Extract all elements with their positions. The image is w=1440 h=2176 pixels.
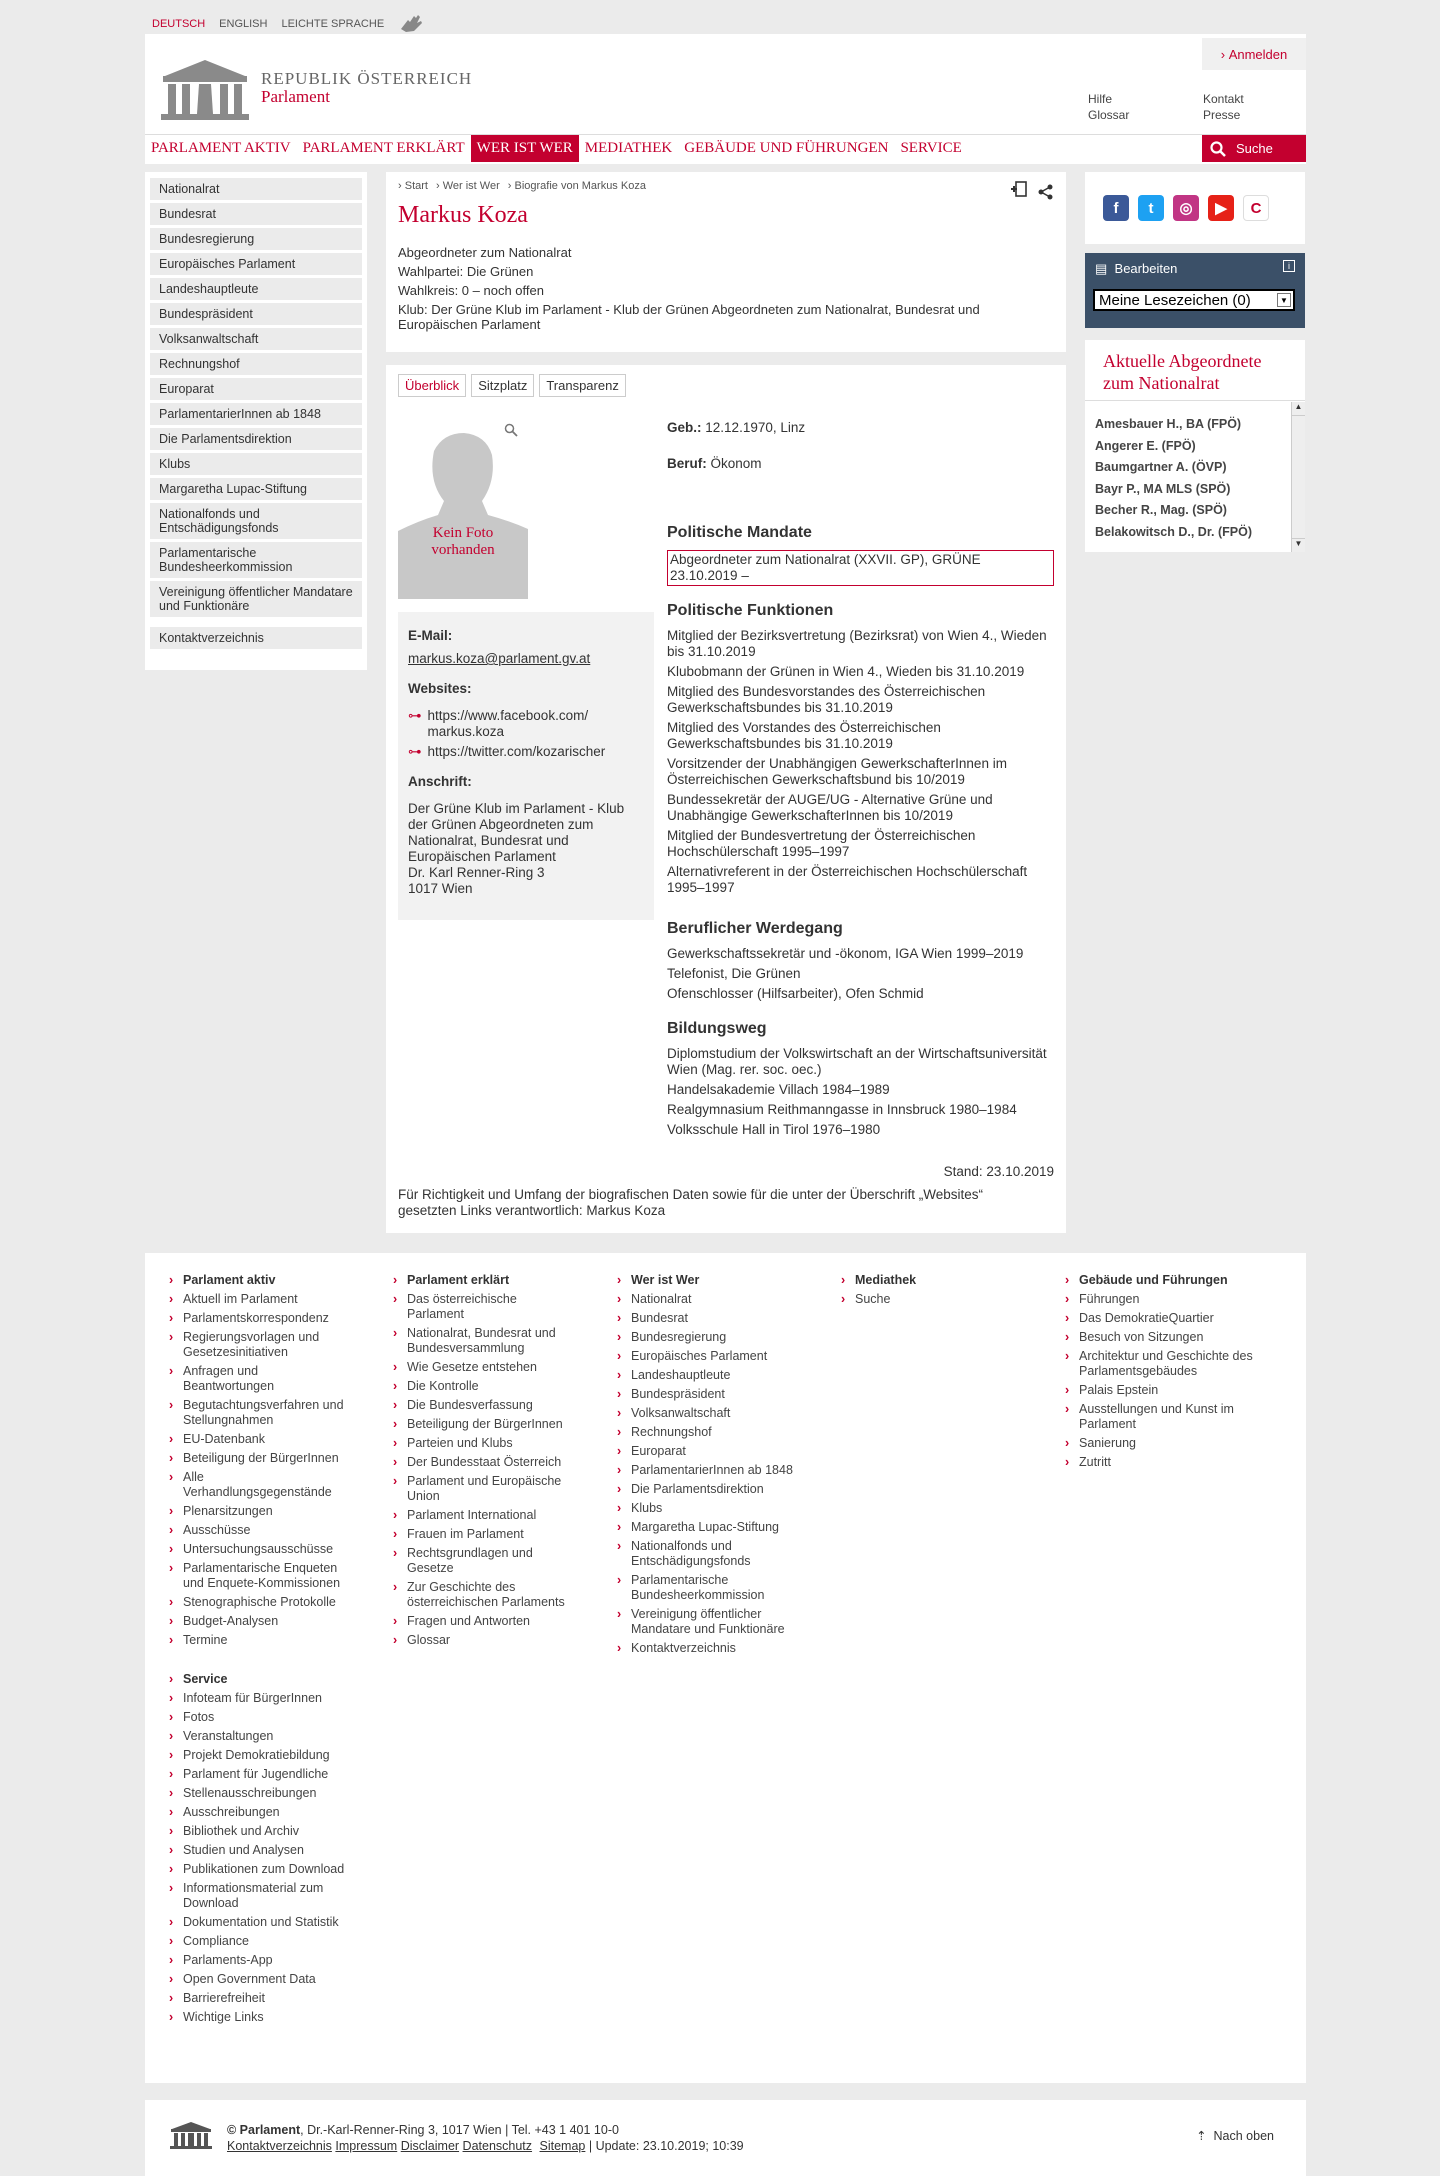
footer-heading[interactable]: › Mediathek: [841, 1273, 1021, 1287]
parliament-logo-small-icon: [169, 2120, 213, 2150]
footer-link[interactable]: › Ausschüsse: [169, 1523, 349, 1538]
footer-link[interactable]: › Frauen im Parlament: [393, 1527, 573, 1542]
function-item: Alternativreferent in der Österreichischen Hochschülerschaft 1995–1997: [667, 864, 1028, 895]
footer-link[interactable]: › Klubs: [617, 1501, 797, 1516]
bookmark-add-icon[interactable]: [1010, 180, 1028, 198]
parliament-logo[interactable]: [159, 56, 472, 120]
education-item: Diplomstudium der Volkswirtschaft an der Wirtschaftsuniversität Wien (Mag. rer. soc. oec.): [667, 1046, 1047, 1077]
nav-service[interactable]: SERVICE: [900, 139, 962, 156]
contact-link[interactable]: Kontakt: [1203, 92, 1244, 106]
sidebar-item-lupac-stiftung[interactable]: Margaretha Lupac-Stiftung: [150, 478, 362, 500]
bottom-link-impressum[interactable]: Impressum: [335, 2139, 398, 2153]
footer-link[interactable]: › Nationalrat: [617, 1292, 797, 1307]
footer-link[interactable]: › Stellenausschreibungen: [169, 1786, 349, 1801]
footer-link[interactable]: › Alle Verhandlungsgegenstände: [169, 1470, 349, 1500]
footer-heading[interactable]: › Parlament aktiv: [169, 1273, 349, 1287]
footer-col-mediathek: [841, 1273, 1021, 1311]
nav-wer-ist-wer[interactable]: WER IST WER: [471, 135, 579, 162]
sidebar-nav: [145, 172, 367, 670]
footer-heading[interactable]: › Service: [169, 1672, 349, 1686]
no-photo-placeholder: [398, 411, 528, 599]
footer-link[interactable]: › Rechtsgrundlagen und Gesetze: [393, 1546, 573, 1576]
email-heading: E-Mail:: [408, 628, 453, 643]
info-icon[interactable]: i: [1283, 260, 1295, 272]
footer-col-parlament-aktiv: [169, 1273, 349, 2029]
footer-link[interactable]: › Suche: [841, 1292, 1021, 1307]
nav-parlament-aktiv[interactable]: PARLAMENT AKTIV: [151, 139, 291, 156]
footer-link[interactable]: › Bundesregierung: [617, 1330, 797, 1345]
press-link[interactable]: Presse: [1203, 108, 1241, 122]
help-link[interactable]: Hilfe: [1088, 92, 1113, 106]
footer-link[interactable]: › Besuch von Sitzungen: [1065, 1330, 1265, 1345]
mandates-heading: Politische Mandate: [667, 524, 812, 541]
footer-link[interactable]: › Palais Epstein: [1065, 1383, 1265, 1398]
function-item: Bundessekretär der AUGE/UG - Alternative Grüne und Unabhängige GewerkschafterInnen bis 10/2019: [667, 792, 993, 823]
sidebar-item-rechnungshof[interactable]: Rechnungshof: [150, 353, 362, 375]
bookmarks-panel: [1085, 253, 1305, 328]
website-twitter[interactable]: ⊶ https://twitter.com/kozarischer: [408, 744, 606, 759]
sign-language-icon[interactable]: [398, 14, 424, 34]
flickr-icon[interactable]: C: [1243, 195, 1269, 221]
sidebar-item-bundesrat[interactable]: Bundesrat: [150, 203, 362, 225]
address-heading: Anschrift:: [408, 774, 472, 789]
zoom-icon[interactable]: [504, 423, 518, 437]
person-silhouette-icon: [398, 411, 528, 599]
footer-col-parlament-erklaert: [393, 1273, 573, 1652]
lang-leichte-sprache[interactable]: LEICHTE SPRACHE: [281, 18, 385, 30]
person-district: Wahlkreis: 0 – noch offen: [398, 283, 544, 298]
breadcrumb: [398, 180, 1054, 192]
main-navigation: [145, 134, 1306, 161]
footer-link[interactable]: › Beteiligung der BürgerInnen: [169, 1451, 349, 1466]
education-heading: Bildungsweg: [667, 1020, 767, 1037]
site-footer: [145, 1253, 1306, 2083]
footer-link[interactable]: › Regierungsvorlagen und Gesetzesinitiativen: [169, 1330, 349, 1360]
sidebar-item-bundespraesident[interactable]: Bundespräsident: [150, 303, 362, 325]
edit-label[interactable]: Bearbeiten: [1114, 261, 1178, 276]
bookmarks-select[interactable]: Meine Lesezeichen (0) ▼: [1093, 289, 1295, 311]
function-item: Mitglied der Bezirksvertretung (Bezirksrat) von Wien 4., Wieden bis 31.10.2019: [667, 628, 1047, 659]
footer-link[interactable]: › Aktuell im Parlament: [169, 1292, 349, 1307]
footer-link[interactable]: › Europarat: [617, 1444, 797, 1459]
breadcrumb-current: › Biografie von Markus Koza: [507, 180, 646, 192]
career-item: Gewerkschaftssekretär und -ökonom, IGA Wien 1999–2019: [667, 946, 1024, 961]
footer-link[interactable]: › Die Bundesverfassung: [393, 1398, 573, 1413]
footer-link[interactable]: › Parlamentarische Bundesheerkommission: [617, 1573, 797, 1603]
person-club: Klub: Der Grüne Klub im Parlament - Klub der Grünen Abgeordneten zum Nationalrat, Bundesrat und Europäischen Parlament: [398, 302, 980, 332]
sidebar-item-kontaktverzeichnis[interactable]: Kontaktverzeichnis: [150, 627, 362, 649]
footer-link[interactable]: › Studien und Analysen: [169, 1843, 349, 1858]
address-line-3: 1017 Wien: [408, 881, 473, 896]
nav-mediathek[interactable]: MEDIATHEK: [584, 139, 673, 156]
footer-link[interactable]: › EU-Datenbank: [169, 1432, 349, 1447]
site-header: [145, 34, 1306, 164]
footer-link[interactable]: › Ausschreibungen: [169, 1805, 349, 1820]
logo-subtitle: Parlament: [261, 87, 330, 106]
footer-link[interactable]: › Europäisches Parlament: [617, 1349, 797, 1364]
bottom-link-disclaimer[interactable]: Disclaimer: [400, 2139, 460, 2153]
sidebar-item-klubs[interactable]: Klubs: [150, 453, 362, 475]
career-heading: Beruflicher Werdegang: [667, 920, 843, 937]
footer-link[interactable]: › Der Bundesstaat Österreich: [393, 1455, 573, 1470]
member-item[interactable]: Angerer E. (FPÖ): [1095, 438, 1196, 453]
contact-box: [398, 612, 654, 920]
footer-link[interactable]: › Parlament International: [393, 1508, 573, 1523]
address-line-1: Der Grüne Klub im Parlament - Klub der Grünen Abgeordneten zum Nationalrat, Bundesrat und Europäischen Parlament: [408, 801, 625, 864]
footer-link[interactable]: › Untersuchungsausschüsse: [169, 1542, 349, 1557]
bottom-link-kontakt[interactable]: Kontaktverzeichnis: [227, 2139, 332, 2153]
footer-heading[interactable]: › Gebäude und Führungen: [1065, 1273, 1265, 1287]
back-to-top-link[interactable]: ⇡ Nach oben: [1196, 2129, 1274, 2143]
logo-title: REPUBLIK ÖSTERREICH: [261, 69, 473, 88]
tab-transparenz[interactable]: Transparenz: [539, 374, 626, 397]
footer-link[interactable]: › Plenarsitzungen: [169, 1504, 349, 1519]
footer-link[interactable]: › Parlament für Jugendliche: [169, 1767, 349, 1782]
bookmark-icon: ▤: [1095, 261, 1108, 276]
footer-link[interactable]: › Zur Geschichte des österreichischen Parlaments: [393, 1580, 573, 1610]
sidebar-item-nationalfonds[interactable]: Nationalfonds und Entschädigungsfonds: [150, 503, 362, 539]
footer-link[interactable]: › Compliance: [169, 1934, 349, 1949]
external-link-icon: ⊶: [408, 744, 422, 759]
sidebar-item-landeshauptleute[interactable]: Landeshauptleute: [150, 278, 362, 300]
sidebar-item-bundesregierung[interactable]: Bundesregierung: [150, 228, 362, 250]
member-item[interactable]: Baumgartner A. (ÖVP): [1095, 460, 1227, 474]
sidebar-item-parlamentsdirektion[interactable]: Die Parlamentsdirektion: [150, 428, 362, 450]
bottom-links: [227, 2138, 744, 2154]
footer-link[interactable]: › Parlamentskorrespondenz: [169, 1311, 349, 1326]
career-section: [667, 920, 1067, 1006]
function-item: Vorsitzender der Unabhängigen GewerkschafterInnen im Österreichischen Gewerkschaftsbund bis 10/2019: [667, 756, 1007, 787]
facebook-icon[interactable]: f: [1103, 195, 1129, 221]
sidebar-item-europarat[interactable]: Europarat: [150, 378, 362, 400]
nav-parlament-erklaert[interactable]: PARLAMENT ERKLÄRT: [302, 139, 465, 156]
sidebar-item-mandatare[interactable]: Vereinigung öffentlicher Mandatare und Funktionäre: [150, 581, 362, 617]
person-role: Abgeordneter zum Nationalrat: [398, 245, 572, 260]
lang-english[interactable]: ENGLISH: [219, 18, 268, 30]
lang-deutsch[interactable]: DEUTSCH: [152, 18, 206, 30]
footer-link[interactable]: › Bibliothek und Archiv: [169, 1824, 349, 1839]
page-title: Markus Koza: [398, 202, 528, 228]
career-item: Ofenschlosser (Hilfsarbeiter), Ofen Schmid: [667, 986, 924, 1001]
footer-col-gebaeude: [1065, 1273, 1265, 1474]
tab-ueberblick[interactable]: Überblick: [398, 374, 466, 397]
footer-link[interactable]: › Termine: [169, 1633, 349, 1648]
footer-link[interactable]: › Fragen und Antworten: [393, 1614, 573, 1629]
disclaimer-text: Für Richtigkeit und Umfang der biografischen Daten sowie für die unter der Überschrift „Websites“ gesetzten Links verantwortlich: Markus Koza: [398, 1187, 984, 1218]
footer-link[interactable]: › Wie Gesetze entstehen: [393, 1360, 573, 1375]
footer-link[interactable]: › Informationsmaterial zum Download: [169, 1881, 349, 1911]
sidebar-item-bundesheerkommission[interactable]: Parlamentarische Bundesheerkommission: [150, 542, 362, 578]
sidebar-item-eu-parlament[interactable]: Europäisches Parlament: [150, 253, 362, 275]
footer-link[interactable]: › Margaretha Lupac-Stiftung: [617, 1520, 797, 1535]
current-members-title: Aktuelle Abgeordnete zum Nationalrat: [1085, 340, 1305, 401]
footer-link[interactable]: › Budget-Analysen: [169, 1614, 349, 1629]
scroll-down-icon[interactable]: ▼: [1292, 538, 1305, 552]
footer-heading[interactable]: › Parlament erklärt: [393, 1273, 573, 1287]
education-item: Realgymnasium Reithmanngasse in Innsbruck 1980–1984: [667, 1102, 1017, 1117]
education-item: Handelsakademie Villach 1984–1989: [667, 1082, 890, 1097]
footer-link[interactable]: › Zutritt: [1065, 1455, 1265, 1470]
footer-link[interactable]: › Volksanwaltschaft: [617, 1406, 797, 1421]
search-button[interactable]: Suche: [1202, 135, 1306, 162]
member-item[interactable]: Bayr P., MA MLS (SPÖ): [1095, 481, 1231, 496]
contact-links: [1203, 91, 1244, 123]
footer-link[interactable]: › Nationalrat, Bundesrat und Bundesversammlung: [393, 1326, 573, 1356]
function-item: Mitglied des Vorstandes des Österreichischen Gewerkschaftsbundes bis 31.10.2019: [667, 720, 941, 751]
share-icon[interactable]: [1038, 184, 1054, 200]
current-members-panel: [1085, 340, 1305, 552]
mandate-item: Abgeordneter zum Nationalrat (XXVII. GP), GRÜNE 23.10.2019 –: [667, 550, 1054, 586]
scroll-up-icon[interactable]: ▲: [1292, 402, 1305, 416]
stand-date: Stand: 23.10.2019: [943, 1164, 1054, 1179]
social-bar: [1085, 172, 1305, 244]
footer-link[interactable]: › Die Kontrolle: [393, 1379, 573, 1394]
footer-link[interactable]: › Die Parlamentsdirektion: [617, 1482, 797, 1497]
footer-link[interactable]: › Dokumentation und Statistik: [169, 1915, 349, 1930]
search-icon: [1210, 141, 1226, 157]
education-section: [667, 1020, 1067, 1142]
career-item: Telefonist, Die Grünen: [667, 966, 801, 981]
tab-sitzplatz[interactable]: Sitzplatz: [471, 374, 534, 397]
tab-bar: [398, 374, 626, 397]
no-photo-text: Kein Foto vorhanden: [431, 525, 495, 558]
address-line-2: Dr. Karl Renner-Ring 3: [408, 865, 545, 880]
education-item: Volksschule Hall in Tirol 1976–1980: [667, 1122, 881, 1137]
footer-link[interactable]: › Parlament und Europäische Union: [393, 1474, 573, 1504]
function-item: Klubobmann der Grünen in Wien 4., Wieden bis 31.10.2019: [667, 664, 1025, 679]
language-bar: [152, 14, 424, 34]
help-links: [1088, 91, 1129, 123]
bottom-link-sitemap[interactable]: Sitemap: [539, 2139, 586, 2153]
footer-link[interactable]: › Glossar: [393, 1633, 573, 1648]
footer-link[interactable]: › Veranstaltungen: [169, 1729, 349, 1744]
youtube-icon[interactable]: ▶: [1208, 195, 1234, 221]
footer-link[interactable]: › Bundesrat: [617, 1311, 797, 1326]
footer-link[interactable]: › Infoteam für BürgerInnen: [169, 1691, 349, 1706]
footer-link[interactable]: › Projekt Demokratiebildung: [169, 1748, 349, 1763]
member-item[interactable]: Amesbauer H., BA (FPÖ): [1095, 417, 1242, 431]
footer-link[interactable]: › Publikationen zum Download: [169, 1862, 349, 1877]
copyright-line: © Parlament, Dr.-Karl-Renner-Ring 3, 1017 Wien | Tel. +43 1 401 10-0: [227, 2123, 619, 2137]
footer-link[interactable]: › Das DemokratieQuartier: [1065, 1311, 1265, 1326]
footer-link[interactable]: › Begutachtungsverfahren und Stellungnahmen: [169, 1398, 349, 1428]
footer-link[interactable]: › Kontaktverzeichnis: [617, 1641, 797, 1656]
current-members-list: [1095, 414, 1252, 543]
bottom-link-datenschutz[interactable]: Datenschutz: [462, 2139, 533, 2153]
update-date: | Update: 23.10.2019; 10:39: [588, 2139, 744, 2153]
functions-heading: Politische Funktionen: [667, 602, 834, 619]
footer-link[interactable]: › Führungen: [1065, 1292, 1265, 1307]
footer-link[interactable]: › Vereinigung öffentlicher Mandatare und Funktionäre: [617, 1607, 797, 1637]
instagram-icon[interactable]: ◎: [1173, 195, 1199, 221]
footer-link[interactable]: › Parteien und Klubs: [393, 1436, 573, 1451]
footer-link[interactable]: › Bundespräsident: [617, 1387, 797, 1402]
nav-gebaeude[interactable]: GEBÄUDE UND FÜHRUNGEN: [684, 139, 889, 156]
footer-link[interactable]: › Anfragen und Beantwortungen: [169, 1364, 349, 1394]
mandates-section: [667, 524, 1067, 590]
footer-link[interactable]: › Stenographische Protokolle: [169, 1595, 349, 1610]
footer-link[interactable]: › Barrierefreiheit: [169, 1991, 349, 2006]
member-list-scrollbar[interactable]: [1291, 402, 1305, 552]
footer-heading[interactable]: › Wer ist Wer: [617, 1273, 797, 1287]
glossary-link[interactable]: Glossar: [1088, 108, 1130, 122]
birth-value: 12.12.1970, Linz: [705, 420, 806, 435]
login-button[interactable]: › Anmelden: [1202, 38, 1306, 70]
breadcrumb-start[interactable]: › Start: [398, 180, 428, 192]
person-party: Wahlpartei: Die Grünen: [398, 264, 534, 279]
footer-link[interactable]: › Das österreichische Parlament: [393, 1292, 573, 1322]
footer-link[interactable]: › ParlamentarierInnen ab 1848: [617, 1463, 797, 1478]
website-facebook[interactable]: ⊶ https://www.facebook.com/ markus.koza: [408, 708, 589, 739]
websites-heading: Websites:: [408, 681, 472, 696]
functions-section: [667, 602, 1067, 900]
profession-value: Ökonom: [710, 456, 762, 471]
footer-col-wer-ist-wer: [617, 1273, 797, 1660]
footer-link[interactable]: › Sanierung: [1065, 1436, 1265, 1451]
member-item[interactable]: Becher R., Mag. (SPÖ): [1095, 503, 1227, 517]
footer-link[interactable]: › Rechnungshof: [617, 1425, 797, 1440]
birth-info: Geb.: 12.12.1970, Linz: [667, 420, 806, 435]
footer-link[interactable]: › Architektur und Geschichte des Parlamentsgebäudes: [1065, 1349, 1265, 1379]
sidebar-item-volksanwaltschaft[interactable]: Volksanwaltschaft: [150, 328, 362, 350]
sidebar-item-parlamentarier[interactable]: ParlamentarierInnen ab 1848: [150, 403, 362, 425]
profession-info: Beruf: Ökonom: [667, 456, 762, 471]
bottom-bar: [145, 2100, 1306, 2176]
arrow-up-icon: ⇡: [1196, 2129, 1207, 2143]
sidebar-item-nationalrat[interactable]: Nationalrat: [150, 178, 362, 200]
footer-link[interactable]: › Parlamentarische Enqueten und Enquete-Kommissionen: [169, 1561, 349, 1591]
breadcrumb-wer-ist-wer[interactable]: › Wer ist Wer: [435, 180, 500, 192]
function-item: Mitglied des Bundesvorstandes des Österreichischen Gewerkschaftsbundes bis 31.10.2019: [667, 684, 986, 715]
footer-link[interactable]: › Beteiligung der BürgerInnen: [393, 1417, 573, 1432]
footer-link[interactable]: › Open Government Data: [169, 1972, 349, 1987]
footer-link[interactable]: › Parlaments-App: [169, 1953, 349, 1968]
chevron-down-icon: ▼: [1277, 293, 1291, 307]
footer-link[interactable]: › Landeshauptleute: [617, 1368, 797, 1383]
footer-link[interactable]: › Wichtige Links: [169, 2010, 349, 2025]
footer-link[interactable]: › Ausstellungen und Kunst im Parlament: [1065, 1402, 1265, 1432]
footer-link[interactable]: › Fotos: [169, 1710, 349, 1725]
external-link-icon: ⊶: [408, 708, 422, 723]
member-item[interactable]: Belakowitsch D., Dr. (FPÖ): [1095, 524, 1252, 539]
twitter-icon[interactable]: t: [1138, 195, 1164, 221]
footer-link[interactable]: › Nationalfonds und Entschädigungsfonds: [617, 1539, 797, 1569]
function-item: Mitglied der Bundesvertretung der Österreichischen Hochschülerschaft 1995–1997: [667, 828, 976, 859]
email-link[interactable]: markus.koza@parlament.gv.at: [408, 651, 591, 666]
parliament-building-icon: [159, 56, 251, 120]
person-header-card: [386, 172, 1066, 352]
